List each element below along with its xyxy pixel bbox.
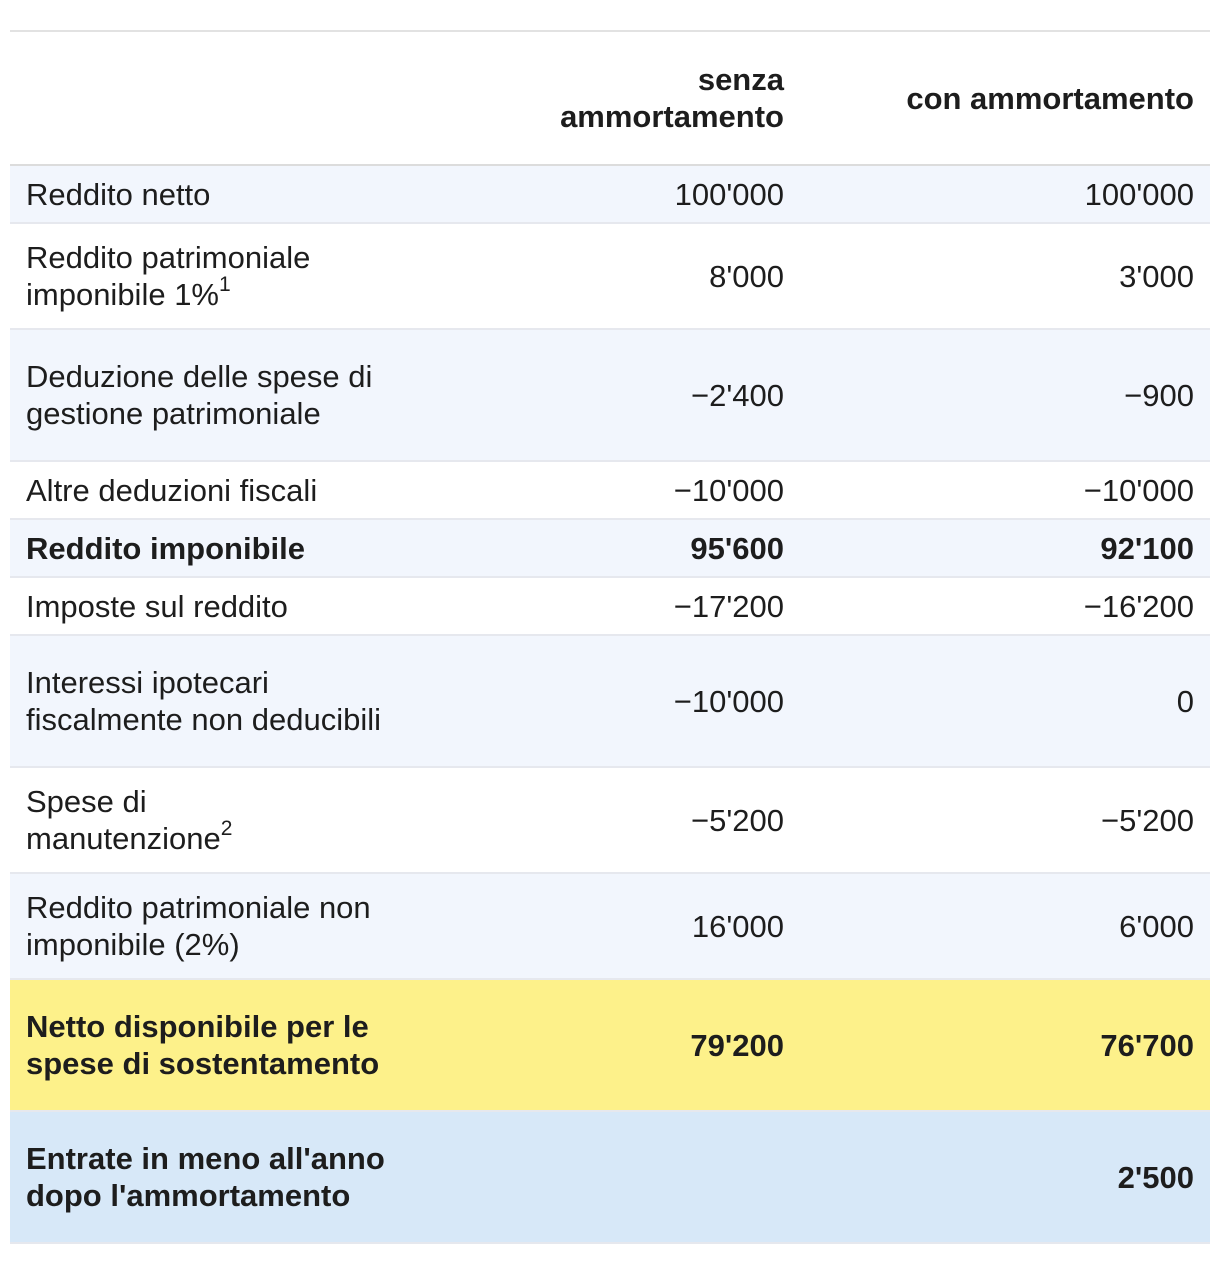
value-without-amortization: −10'000 xyxy=(510,635,800,767)
row-label: Imposte sul reddito xyxy=(10,577,510,635)
table-row xyxy=(10,165,1210,223)
row-label: Netto disponibile per le spese di sostentamento xyxy=(10,979,510,1111)
row-label: Entrate in meno all'anno dopo l'ammortamento xyxy=(10,1111,510,1243)
value-without-amortization: 16'000 xyxy=(510,873,800,979)
value-without-amortization: −10'000 xyxy=(510,461,800,519)
table-row-net-available xyxy=(10,979,1210,1111)
value-without-amortization: −5'200 xyxy=(510,767,800,873)
table-row-income-reduction xyxy=(10,1111,1210,1243)
row-label: Interessi ipotecari fiscalmente non deducibili xyxy=(10,635,510,767)
table-row-taxable-income xyxy=(10,519,1210,577)
value-with-amortization: 92'100 xyxy=(800,519,1210,577)
value-with-amortization: −10'000 xyxy=(800,461,1210,519)
table-row xyxy=(10,873,1210,979)
table-header xyxy=(10,31,1210,165)
row-label: Reddito netto xyxy=(10,165,510,223)
value-with-amortization: 100'000 xyxy=(800,165,1210,223)
value-without-amortization xyxy=(510,1111,800,1243)
header-without-amortization: senza ammortamento xyxy=(560,62,784,134)
amortization-comparison-table xyxy=(10,30,1210,1244)
row-label: Reddito patrimoniale non imponibile (2%) xyxy=(10,873,510,979)
value-with-amortization: −5'200 xyxy=(800,767,1210,873)
value-with-amortization: 0 xyxy=(800,635,1210,767)
value-with-amortization: 76'700 xyxy=(800,979,1210,1111)
value-with-amortization: 2'500 xyxy=(800,1111,1210,1243)
table-row xyxy=(10,329,1210,461)
value-without-amortization: 95'600 xyxy=(510,519,800,577)
value-with-amortization: 6'000 xyxy=(800,873,1210,979)
table-row xyxy=(10,577,1210,635)
value-without-amortization: −2'400 xyxy=(510,329,800,461)
row-label: Spese di manutenzione$^2$ xyxy=(10,767,510,873)
table-row xyxy=(10,767,1210,873)
value-without-amortization: 100'000 xyxy=(510,165,800,223)
comparison-table-container xyxy=(10,30,1210,1244)
row-label: Deduzione delle spese di gestione patrimoniale xyxy=(10,329,510,461)
row-label: Reddito patrimoniale imponibile 1%$^1$ xyxy=(10,223,510,329)
footnote-ref: 2 xyxy=(220,817,233,840)
value-with-amortization: 3'000 xyxy=(800,223,1210,329)
table-body xyxy=(10,165,1210,1243)
value-without-amortization: 8'000 xyxy=(510,223,800,329)
value-with-amortization: −16'200 xyxy=(800,577,1210,635)
header-with-amortization: con ammortamento xyxy=(906,80,1194,116)
value-without-amortization: −17'200 xyxy=(510,577,800,635)
table-row xyxy=(10,635,1210,767)
value-with-amortization: −900 xyxy=(800,329,1210,461)
table-row xyxy=(10,223,1210,329)
row-label: Altre deduzioni fiscali xyxy=(10,461,510,519)
value-without-amortization: 79'200 xyxy=(510,979,800,1111)
header-label-column xyxy=(10,31,510,165)
row-label: Reddito imponibile xyxy=(10,519,510,577)
header-row xyxy=(10,31,1210,165)
table-row xyxy=(10,461,1210,519)
footnote-ref: 1 xyxy=(219,273,231,296)
